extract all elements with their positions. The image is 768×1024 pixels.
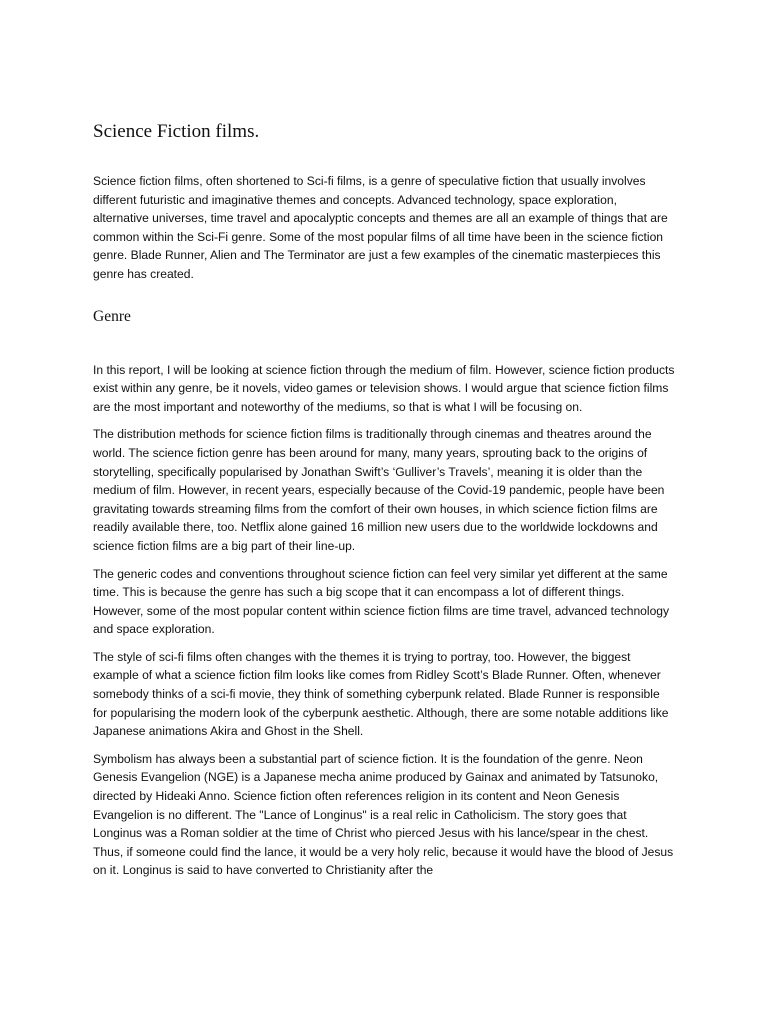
section-heading-genre: Genre xyxy=(93,307,131,325)
paragraph-symbolism: Symbolism has always been a substantial part of science fiction. It is the foundation of the genre. Neon Genesis Evangelion (NGE) is a Japanese mecha anime produced by Gainax and animated by Tatsunoko, directed by Hideaki Anno. Science fiction often references religion in its content and Neon Genesis Evangelion is no different. The "Lance of Longinus" is a real relic in Catholicism. The story goes that Longinus was a Roman soldier at the time of Christ who pierced Jesus with his lance/spear in the chest. Thus, if someone could find the lance, it would be a very holy relic, because it would have the blood of Jesus on it. Longinus is said to have converted to Christianity after the xyxy=(93,751,674,878)
document-body xyxy=(93,118,676,889)
paragraph-style: The style of sci-fi films often changes with the themes it is trying to portray, too. However, the biggest example of what a science fiction film looks like comes from Ridley Scott’s Blade Runner. Often, whenever somebody thinks of a sci-fi movie, they think of something cyberpunk related. Blade Runner is responsible for popularising the modern look of the cyberpunk aesthetic. Although, there are some notable additions like Japanese animations Akira and Ghost in the Shell. xyxy=(93,649,669,739)
document-title: Science Fiction films. xyxy=(93,121,260,142)
intro-paragraph: Science fiction films, often shortened to Sci-fi films, is a genre of speculative fiction that usually involves different futuristic and imaginative themes and concepts. Advanced technology, space exploration, alternative universes, time travel and apocalyptic concepts and themes are all an example of things that are common within the Sci-Fi genre. Some of the most popular films of all time have been in the science fiction genre. Blade Runner, Alien and The Terminator are just a few examples of the cinematic masterpieces this genre has created. xyxy=(93,174,668,281)
paragraph-report-medium: In this report, I will be looking at science fiction through the medium of film. However, science fiction products exist within any genre, be it novels, video games or television shows. I would argue that science fiction films are the most important and noteworthy of the mediums, so that is what I will be focusing on. xyxy=(93,362,675,414)
paragraph-codes-conventions: The generic codes and conventions throughout science fiction can feel very similar yet different at the same time. This is because the genre has such a big scope that it can encompass a lot of different things. However, some of the most popular content within science fiction films are time travel, advanced technology and space exploration. xyxy=(93,566,670,637)
paragraph-distribution: The distribution methods for science fiction films is traditionally through cinemas and theatres around the world. The science fiction genre has been around for many, many years, sprouting back to the origins of storytelling, specifically popularised by Jonathan Swift’s ‘Gulliver’s Travels’, meaning it is older than the medium of film. However, in recent years, especially because of the Covid-19 pandemic, people have been gravitating towards streaming films from the comfort of their own houses, in which science fiction films are readily available there, too. Netflix alone gained 16 million new users due to the worldwide lockdowns and science fiction films are a big part of their line-up. xyxy=(93,427,665,553)
